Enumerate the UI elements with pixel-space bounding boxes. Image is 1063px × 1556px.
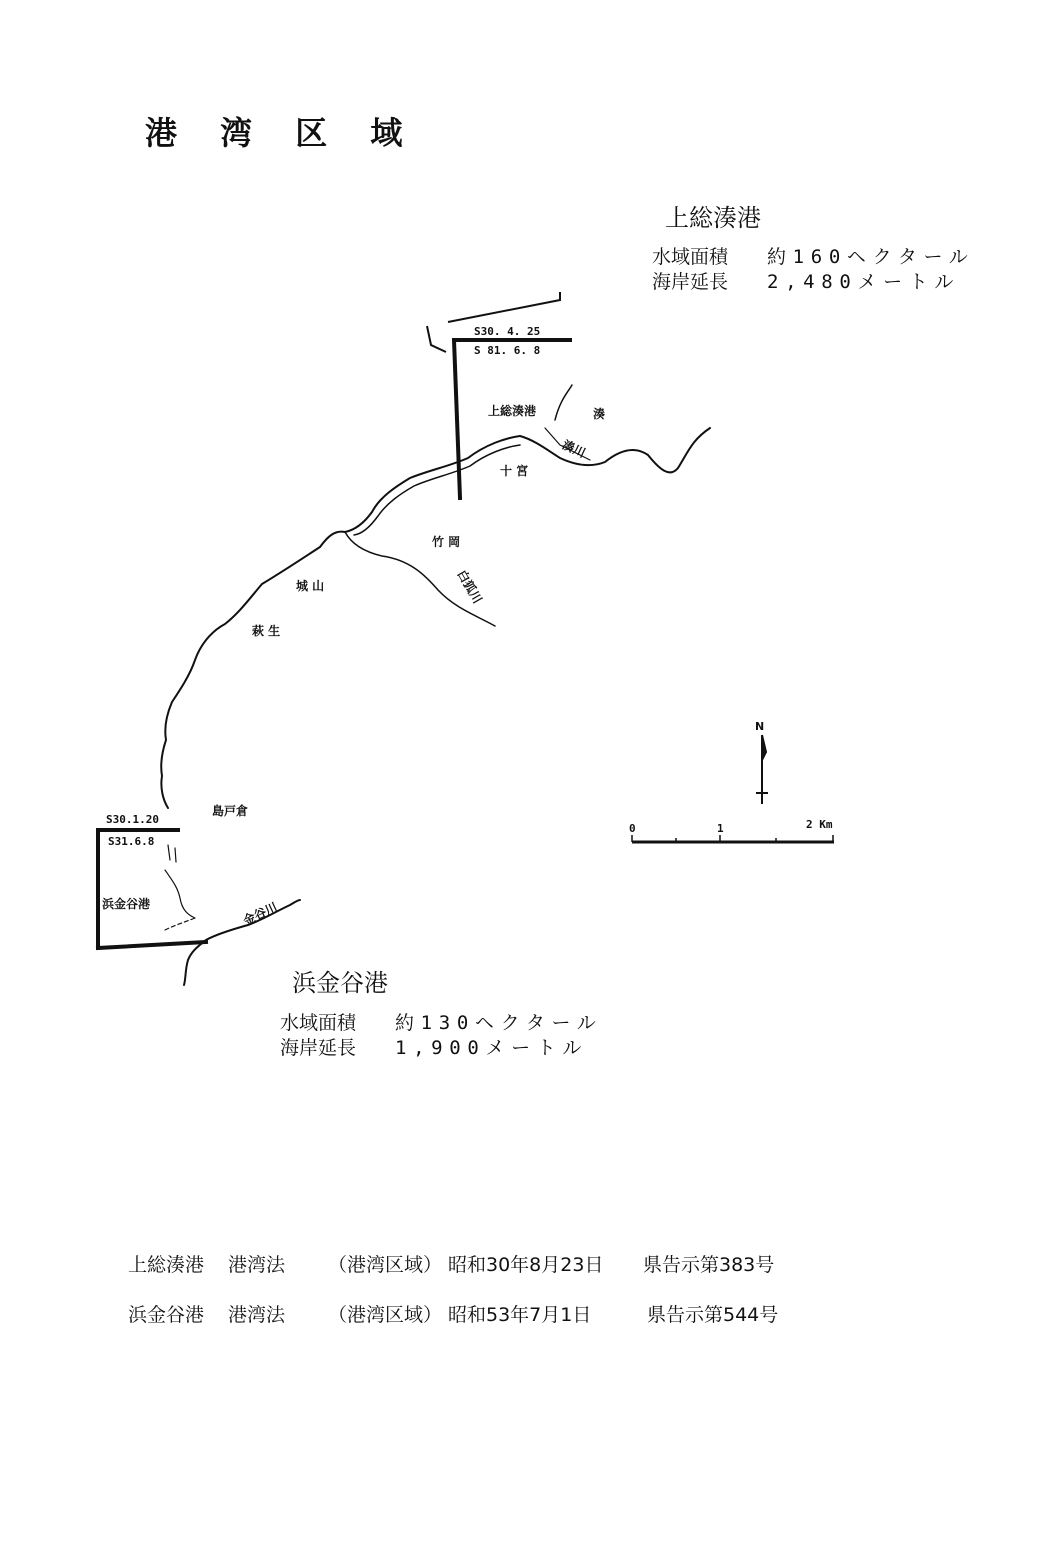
north-arrow-icon [756, 735, 768, 804]
coast-value: 1,900メートル [395, 1037, 589, 1059]
boundary-date-north-2: S 81. 6. 8 [474, 344, 541, 357]
place-shimatogura: 島戸倉 [212, 804, 249, 818]
breakwater-south [168, 845, 176, 862]
legal-scope: （港湾区域） [328, 1304, 443, 1326]
area-label: 水域面積 [280, 1012, 357, 1034]
place-kanaya-river: 金谷川 [240, 899, 280, 928]
boundary-date-south-2: S31.6.8 [108, 835, 155, 848]
legal-notice-number: 県告示第544号 [647, 1304, 779, 1326]
boundary-date-north-1: S30. 4. 25 [474, 325, 541, 338]
legal-scope: （港湾区域） [328, 1254, 443, 1276]
area-value: 約160ヘクタール [767, 246, 975, 268]
coastline-inner [354, 445, 520, 535]
legal-law: 港湾法 [228, 1254, 286, 1276]
place-takeoka: 竹 岡 [432, 535, 461, 549]
river-kanaya-2 [165, 918, 195, 930]
coast-value: 2,480メートル [767, 271, 961, 293]
breakwater-north-2 [427, 326, 446, 352]
port-name-hamakanaya: 浜金谷港 [292, 969, 388, 997]
legal-notice-1 [128, 1252, 774, 1278]
port-stats-hamakanaya [280, 1011, 602, 1061]
place-shirakitsune-river: 白狐川 [454, 567, 485, 606]
area-value: 約130ヘクタール [395, 1012, 603, 1034]
scale-bar [632, 835, 834, 842]
legal-port: 浜金谷港 [128, 1304, 205, 1326]
legal-date: 昭和30年8月23日 [448, 1254, 604, 1276]
scale-tick-0: 0 [629, 822, 636, 835]
place-shiroyama: 城 山 [296, 579, 325, 593]
legal-law: 港湾法 [228, 1304, 286, 1326]
river-kanaya [165, 870, 195, 918]
coastline [161, 436, 520, 808]
coastline-east [520, 428, 710, 472]
north-label: N [755, 720, 765, 733]
scale-tick-1: 1 [717, 822, 724, 835]
coastline-south-2 [184, 940, 206, 985]
legal-port: 上総湊港 [128, 1254, 205, 1276]
port-name-kazusaminato: 上総湊港 [665, 204, 761, 232]
place-hamakanaya-port: 浜金谷港 [102, 897, 151, 911]
legal-notice-number: 県告示第383号 [643, 1254, 775, 1276]
place-minato-river: 湊川 [559, 437, 588, 461]
legal-date: 昭和53年7月1日 [448, 1304, 592, 1326]
place-jyugu: 十 宮 [500, 464, 529, 478]
place-hagyu: 萩 生 [252, 624, 281, 638]
place-kazusaminato-port: 上総湊港 [488, 404, 537, 418]
river-minato [555, 385, 572, 420]
page-title: 港 湾 区 域 [145, 114, 419, 152]
coast-label: 海岸延長 [652, 271, 729, 293]
area-label: 水域面積 [652, 246, 729, 268]
boundary-date-south-1: S30.1.20 [106, 813, 159, 826]
legal-notice-2 [128, 1302, 778, 1328]
place-minato: 湊 [593, 407, 606, 421]
scale-tick-2: 2 Km [806, 818, 833, 831]
breakwater-north [448, 292, 560, 322]
coast-label: 海岸延長 [280, 1037, 357, 1059]
